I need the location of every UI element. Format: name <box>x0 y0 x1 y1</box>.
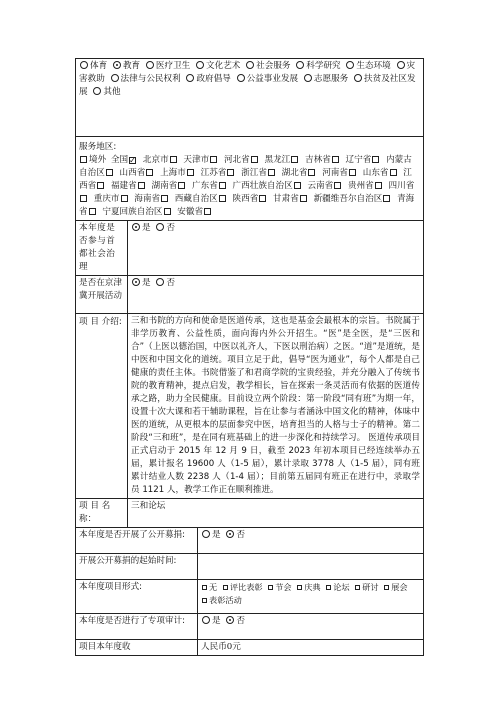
service-field-radio-8[interactable] <box>111 74 119 82</box>
project-form-list <box>201 582 410 605</box>
service-field-option-label-10: 公益事业发展 <box>246 74 299 84</box>
project-intro-label: 项 目 介绍: <box>76 314 128 499</box>
public-fundraising-option-label-1: 否 <box>236 530 245 540</box>
region-option-label-8: 内蒙古自治区 <box>79 155 412 178</box>
region-option-label-32: 安徽省 <box>177 207 204 217</box>
region-option-label-15: 山东省 <box>362 168 389 178</box>
region-checkbox-8[interactable] <box>106 169 113 176</box>
governance-option-label-1: 否 <box>166 223 175 233</box>
region-checkbox-7[interactable] <box>372 156 379 163</box>
service-field-option-13[interactable] <box>92 87 120 97</box>
form-page <box>75 58 424 656</box>
region-option-label-27: 陕西省 <box>232 194 259 204</box>
region-option-20[interactable] <box>233 181 303 191</box>
region-checkbox-29[interactable] <box>383 195 390 202</box>
project-form-option-label-7: 表彰活动 <box>209 595 242 605</box>
region-option-4[interactable] <box>224 155 260 165</box>
governance-option-1[interactable] <box>155 223 175 233</box>
region-option-3[interactable] <box>183 155 219 165</box>
service-field-option-1[interactable] <box>112 61 140 71</box>
project-form-option-3[interactable] <box>296 582 320 592</box>
region-option-13[interactable] <box>282 168 318 178</box>
service-field-option-label-6: 生态环境 <box>356 61 391 71</box>
project-intro-text: 三和书院的方向和使命是医道传承，这也是基金会最根本的宗旨。书院属于非学历教育、公益性质，面向海内外公开招生。“医”是全医，是“三医和合”（上医以德治国，中医以礼齐人，下医以刑治病）之医。“道”是道统，是中医和中国文化的道统。项目立足于此，倡导“医为通业”，每个人都是自己健康的责任主体。书院借鉴了和君商学院的宝贵经验，并充分融入了传统书院的教育精神，提点启发，教学相长，旨在探索一条灵活而有依据的医道传承之路，助力全民健康。目前设立两个阶段：第一阶段“同有班”为期一年，设置十次大课和若干辅助课程，旨在让参与者涵泳中国文化的精神，体味中医的道统，从更根本的层面参究中医，培育担当的人格与士子的精神。第二阶段“三和班”，是在同有班基础上的进一步深化和持续学习。 医道传承项目正式启动于 2015 年 12 月 9 日，截至 2023 年初本项目已经连续举办五届，累计报名 19600 人（1-5 届），累计录取 3778 人（1-5 届），同有班累计结业人数 2238 人（1-4 届）；目前第五届同有班正在进行中，录取学员 1121 人，教学工作正在顺利推进。 <box>128 314 424 499</box>
region-checkbox-12[interactable] <box>268 169 275 176</box>
region-option-18[interactable] <box>151 181 187 191</box>
service-fields-list <box>79 61 416 97</box>
region-option-19[interactable] <box>192 181 228 191</box>
service-field-radio-6[interactable] <box>346 61 354 69</box>
project-form-option-4[interactable] <box>325 582 349 592</box>
project-form-option-label-6: 展会 <box>391 582 408 592</box>
region-option-label-24: 重庆市 <box>93 194 120 204</box>
region-option-label-25: 海南省 <box>134 194 161 204</box>
region-checkbox-25[interactable] <box>161 195 168 202</box>
region-option-14[interactable] <box>322 168 358 178</box>
region-option-label-29: 新疆维吾尔自治区 <box>313 194 383 204</box>
region-checkbox-22[interactable] <box>375 182 382 189</box>
project-form-checkbox-4[interactable] <box>326 585 331 590</box>
region-option-31[interactable] <box>102 207 172 217</box>
service-field-radio-12[interactable] <box>354 74 362 82</box>
project-info-table <box>75 58 424 656</box>
project-form-option-2[interactable] <box>267 582 291 592</box>
service-field-option-label-13: 其他 <box>103 87 121 97</box>
region-checkbox-26[interactable] <box>219 195 226 202</box>
region-option-label-9: 山西省 <box>119 168 146 178</box>
region-checkbox-4[interactable] <box>251 156 258 163</box>
region-option-label-12: 浙江省 <box>241 168 267 178</box>
bth-label: 是否在京津冀开展活动 <box>76 276 128 314</box>
region-option-27[interactable] <box>233 194 269 204</box>
beijing-tianjin-hebei-radio-1[interactable] <box>156 278 164 286</box>
region-option-28[interactable] <box>273 194 309 204</box>
service-field-option-label-2: 医疗卫生 <box>155 61 191 71</box>
project-form-checkbox-6[interactable] <box>384 585 389 590</box>
governance-option-label-0: 是 <box>142 223 151 233</box>
special-audit-option-label-1: 否 <box>236 616 245 626</box>
service-field-radio-3[interactable] <box>196 61 204 69</box>
region-option-label-11: 江苏省 <box>200 168 227 178</box>
governance-options <box>128 221 424 276</box>
service-field-radio-11[interactable] <box>304 74 312 82</box>
beijing-tianjin-hebei-option-label-1: 否 <box>166 278 175 288</box>
region-checkbox-24[interactable] <box>121 195 128 202</box>
region-option-26[interactable] <box>175 194 228 204</box>
project-form-option-5[interactable] <box>354 582 378 592</box>
project-form-checkbox-5[interactable] <box>355 585 360 590</box>
project-name-label: 项 目 名称： <box>76 499 128 528</box>
public-fundraising-options <box>198 528 424 554</box>
service-field-radio-7[interactable] <box>397 61 405 69</box>
service-field-option-label-8: 法律与公民权利 <box>120 74 181 84</box>
governance-label: 本年度是否参与首都社会治理 <box>76 221 128 276</box>
service-field-option-9[interactable] <box>185 74 230 84</box>
region-option-label-31: 宁夏回族自治区 <box>102 207 163 217</box>
project-form-checkbox-7[interactable] <box>202 598 207 603</box>
beijing-tianjin-hebei-radio-0[interactable] <box>132 278 140 286</box>
beijing-tianjin-hebei-option-1[interactable] <box>155 278 175 288</box>
region-option-label-17: 福建省 <box>110 181 137 191</box>
region-option-label-22: 贵州省 <box>347 181 374 191</box>
region-option-17[interactable] <box>111 181 147 191</box>
public-fundraising-radio-0[interactable] <box>202 530 210 538</box>
service-field-radio-1[interactable] <box>113 61 121 69</box>
region-checkbox-2[interactable] <box>170 156 177 163</box>
service-field-option-4[interactable] <box>245 61 290 71</box>
service-field-option-label-12: 扶贫及社区发展 <box>79 74 416 97</box>
region-option-21[interactable] <box>307 181 343 191</box>
service-field-option-3[interactable] <box>195 61 240 71</box>
project-form-option-label-1: 评比表彰 <box>229 582 263 592</box>
project-form-checkbox-1[interactable] <box>223 585 228 590</box>
region-option-label-3: 天津市 <box>183 155 210 165</box>
region-checkbox-23[interactable] <box>80 195 87 202</box>
region-option-1[interactable] <box>111 155 138 165</box>
governance-radio-0[interactable] <box>132 223 140 231</box>
region-option-15[interactable] <box>363 168 399 178</box>
region-option-label-26: 西藏自治区 <box>174 194 218 204</box>
region-option-12[interactable] <box>241 168 277 178</box>
region-checkbox-27[interactable] <box>259 195 266 202</box>
project-form-option-label-5: 研讨 <box>362 582 379 592</box>
public-fundraising-label: 本年度是否开展了公开募捐: <box>76 528 198 554</box>
service-field-option-label-5: 科学研究 <box>306 61 341 71</box>
region-option-5[interactable] <box>264 155 300 165</box>
service-field-option-label-0: 体育 <box>90 61 108 71</box>
region-option-label-21: 云南省 <box>307 181 334 191</box>
service-field-radio-0[interactable] <box>80 61 88 69</box>
region-option-label-19: 广东省 <box>192 181 218 191</box>
service-field-radio-5[interactable] <box>296 61 304 69</box>
region-option-label-13: 湖北省 <box>281 168 308 178</box>
special-audit-label: 本年度是否进行了专项审计: <box>76 614 198 640</box>
special-audit-options <box>198 614 424 640</box>
service-field-option-label-4: 社会服务 <box>256 61 291 71</box>
region-checkbox-11[interactable] <box>227 169 234 176</box>
service-field-radio-2[interactable] <box>146 61 154 69</box>
service-field-radio-10[interactable] <box>237 74 245 82</box>
region-option-label-7: 辽宁省 <box>345 155 372 165</box>
region-option-label-28: 甘肃省 <box>273 194 299 204</box>
region-option-label-23: 四川省 <box>388 181 415 191</box>
project-form-option-label-3: 庆典 <box>304 582 321 592</box>
special-audit-option-1[interactable] <box>225 616 245 626</box>
governance-radio-1[interactable] <box>156 223 164 231</box>
project-form-checkbox-0[interactable] <box>202 585 207 590</box>
region-checkbox-16[interactable] <box>97 182 104 189</box>
region-option-label-2: 北京市 <box>142 155 169 165</box>
region-option-29[interactable] <box>314 194 393 204</box>
region-checkbox-3[interactable] <box>210 156 217 163</box>
service-field-option-label-9: 政府倡导 <box>196 74 231 84</box>
region-checkbox-9[interactable] <box>146 169 153 176</box>
annual-income-label: 项目本年度收 <box>76 640 198 656</box>
bth-options <box>128 276 424 314</box>
special-audit-radio-1[interactable] <box>226 616 234 624</box>
region-checkbox-5[interactable] <box>291 156 298 163</box>
region-checkbox-31[interactable] <box>164 208 171 215</box>
project-form-options <box>198 580 424 614</box>
region-option-label-4: 河北省 <box>223 155 250 165</box>
project-form-option-label-0: 无 <box>209 582 218 592</box>
project-form-option-label-2: 节会 <box>275 582 292 592</box>
public-fundraising-option-label-0: 是 <box>212 530 221 540</box>
region-option-22[interactable] <box>348 181 384 191</box>
service-field-option-10[interactable] <box>236 74 299 84</box>
region-checkbox-20[interactable] <box>294 182 301 189</box>
service-region-label: 服务地区: <box>79 142 117 152</box>
region-option-32[interactable] <box>177 207 213 217</box>
region-option-label-20: 广西壮族自治区 <box>232 181 293 191</box>
region-checkbox-10[interactable] <box>187 169 194 176</box>
region-checkbox-19[interactable] <box>219 182 226 189</box>
region-checkbox-30[interactable] <box>89 208 96 215</box>
special-audit-option-0[interactable] <box>201 616 221 626</box>
region-option-label-16: 江西省 <box>79 168 412 191</box>
special-audit-radio-0[interactable] <box>202 616 210 624</box>
public-fundraising-option-0[interactable] <box>201 530 221 540</box>
service-field-radio-13[interactable] <box>93 87 101 95</box>
annual-income-value: 人民币0元 <box>198 640 424 656</box>
region-option-label-14: 河南省 <box>322 168 348 178</box>
project-form-option-0[interactable] <box>201 582 217 592</box>
region-checkbox-28[interactable] <box>300 195 307 202</box>
region-checkbox-32[interactable] <box>204 208 211 215</box>
region-checkbox-0[interactable] <box>80 156 87 163</box>
special-audit-option-label-0: 是 <box>212 616 221 626</box>
region-checkbox-15[interactable] <box>390 169 397 176</box>
region-option-10[interactable] <box>160 168 196 178</box>
region-option-2[interactable] <box>143 155 179 165</box>
region-option-label-5: 黑龙江 <box>264 155 291 165</box>
region-option-11[interactable] <box>201 168 237 178</box>
region-checkbox-18[interactable] <box>178 182 185 189</box>
project-form-option-7[interactable] <box>201 595 242 605</box>
region-option-0[interactable] <box>79 155 106 165</box>
project-form-option-6[interactable] <box>383 582 407 592</box>
service-field-option-label-3: 文化艺术 <box>206 61 241 71</box>
service-fields-cell <box>76 59 424 137</box>
public-fundraising-radio-1[interactable] <box>226 530 234 538</box>
region-option-label-0: 境外 <box>89 155 107 165</box>
region-checkbox-21[interactable] <box>334 182 341 189</box>
region-option-7[interactable] <box>346 155 382 165</box>
project-form-option-label-4: 论坛 <box>333 582 350 592</box>
service-field-option-label-1: 教育 <box>122 61 141 71</box>
region-option-label-1: 全国 <box>110 155 129 165</box>
beijing-tianjin-hebei-option-0[interactable] <box>131 278 151 288</box>
service-field-option-5[interactable] <box>295 61 340 71</box>
region-option-label-10: 上海市 <box>160 168 186 178</box>
region-checkbox-14[interactable] <box>349 169 356 176</box>
public-fundraising-option-1[interactable] <box>225 530 245 540</box>
region-option-6[interactable] <box>305 155 341 165</box>
project-form-checkbox-2[interactable] <box>268 585 273 590</box>
region-checkbox-17[interactable] <box>138 182 145 189</box>
service-region-list <box>79 155 414 217</box>
project-form-label: 本年度项目形式: <box>76 580 198 614</box>
project-form-option-1[interactable] <box>222 582 263 592</box>
project-name-value: 三和论坛 <box>128 499 424 528</box>
service-field-option-label-7: 灾害救助 <box>79 61 416 84</box>
region-option-25[interactable] <box>134 194 170 204</box>
region-option-24[interactable] <box>94 194 130 204</box>
region-option-label-30: 青海省 <box>79 194 415 217</box>
service-field-radio-4[interactable] <box>246 61 254 69</box>
service-field-radio-9[interactable] <box>186 74 194 82</box>
service-field-option-11[interactable] <box>303 74 348 84</box>
fundraising-start-value[interactable] <box>198 554 424 580</box>
region-checkbox-1[interactable] <box>129 157 136 164</box>
region-option-label-18: 湖南省 <box>151 181 178 191</box>
service-field-option-2[interactable] <box>145 61 190 71</box>
project-form-checkbox-3[interactable] <box>297 585 302 590</box>
region-option-label-6: 吉林省 <box>305 155 331 165</box>
region-option-9[interactable] <box>120 168 156 178</box>
service-region-cell <box>76 137 424 221</box>
region-checkbox-6[interactable] <box>332 156 339 163</box>
service-field-option-label-11: 志愿服务 <box>313 74 349 84</box>
service-field-option-8[interactable] <box>110 74 181 84</box>
region-checkbox-13[interactable] <box>308 169 315 176</box>
governance-option-0[interactable] <box>131 223 151 233</box>
beijing-tianjin-hebei-option-label-0: 是 <box>142 278 151 288</box>
service-field-option-6[interactable] <box>345 61 390 71</box>
fundraising-start-label: 开展公开募捐的起始时间: <box>76 554 198 580</box>
service-field-option-0[interactable] <box>79 61 107 71</box>
